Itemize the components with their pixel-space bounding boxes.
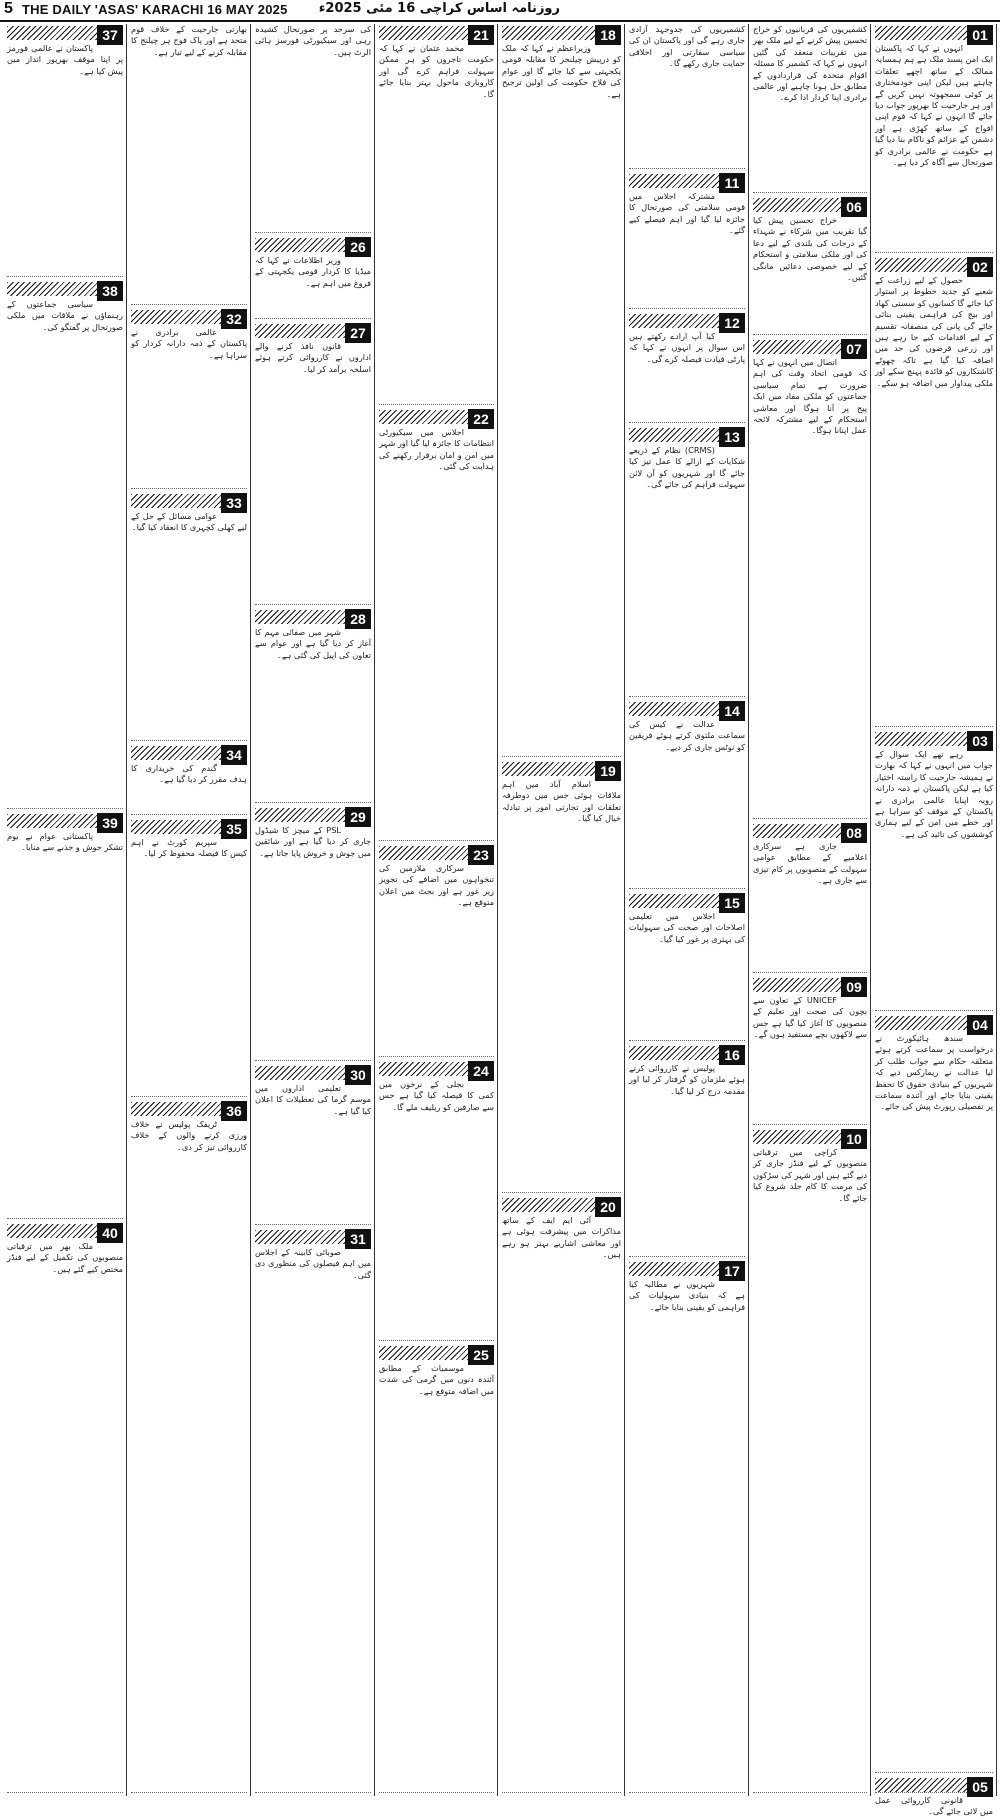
story-text: سرکاری ملازمین کی تنخواہوں میں اضافے کی تجویز زیر غور ہے اور بجٹ میں اعلان متوقع ہے۔ (379, 863, 494, 908)
story-text: کشمیریوں کی قربانیوں کو خراج تحسین پیش کرنے کے لیے ملک بھر میں تقریبات منعقد کی گئیں انہوں نے کہا کہ کشمیر کا مسئلہ اقوام متحدہ کی قراردادوں کے مطابق حل ہونا چاہیے اور عالمی برادری اپنا کردار ادا کرے۔ (753, 24, 867, 103)
news-story (7, 812, 123, 1219)
story-number-badge: 33 (221, 493, 247, 513)
story-number-badge: 10 (841, 1129, 867, 1149)
news-story (255, 1228, 371, 1793)
news-story (629, 1044, 745, 1257)
news-story (379, 408, 494, 841)
story-text: سیاسی جماعتوں کے رہنماؤں نے ملاقات میں ملکی صورتحال پر گفتگو کی۔ (7, 299, 123, 332)
news-story (629, 24, 745, 169)
story-number-badge: 23 (468, 845, 494, 865)
story-text: UNICEF کے تعاون سے بچوں کی صحت اور تعلیم کے منصوبوں کا آغاز کیا گیا ہے جس سے لاکھوں بچے مستفید ہوں گے۔ (753, 995, 867, 1040)
story-number-badge: 03 (967, 731, 993, 751)
story-text: عوامی مسائل کے حل کے لیے کھلی کچہری کا انعقاد کیا گیا۔ (131, 511, 247, 533)
story-text: اجلاس میں سیکیورٹی انتظامات کا جائزہ لیا گیا اور شہر میں امن و امان برقرار رکھنے کی ہدایت کی گئی۔ (379, 427, 494, 472)
news-story (379, 24, 494, 405)
story-text: بھارتی جارحیت کے خلاف قوم متحد ہے اور پاک فوج ہر چیلنج کا مقابلہ کرنے کے لیے تیار ہے۔ (131, 24, 247, 57)
story-number-badge: 18 (595, 25, 621, 45)
story-text: موسمیات کے مطابق آئندہ دنوں میں گرمی کی شدت میں اضافہ متوقع ہے۔ (379, 1363, 494, 1396)
story-text: صوبائی کابینہ کے اجلاس میں اہم فیصلوں کی منظوری دی گئی۔ (255, 1247, 371, 1280)
story-number-badge: 34 (221, 745, 247, 765)
news-story (875, 256, 993, 727)
news-story (629, 892, 745, 1041)
story-number-badge: 30 (345, 1065, 371, 1085)
news-story (379, 1344, 494, 1793)
story-number-badge: 20 (595, 1197, 621, 1217)
story-text: کیا آپ ارادے رکھتے ہیں اس سوال پر انہوں نے کہا کہ پارٹی قیادت فیصلہ کرے گی۔ (629, 331, 745, 364)
story-number-badge: 09 (841, 977, 867, 997)
story-text: ٹریفک پولیس نے خلاف ورزی کرنے والوں کے خلاف کارروائی تیز کر دی۔ (131, 1119, 247, 1152)
news-story (502, 760, 621, 1193)
news-column (4, 24, 127, 1796)
story-number-badge: 24 (468, 1061, 494, 1081)
news-story (255, 806, 371, 1061)
news-story (131, 308, 247, 489)
news-story (753, 976, 867, 1125)
story-text: بجلی کے نرخوں میں کمی کا فیصلہ کیا گیا ہے جس سے صارفین کو ریلیف ملے گا۔ (379, 1079, 494, 1112)
story-text: رہے تھے ایک سوال کے جواب میں انہوں نے کہا کہ بھارت نے ہمیشہ جارحیت کا راستہ اختیار کیا ہے لیکن پاکستان نے ذمہ دارانہ رویہ اپنایا عالمی برادری نے پاکستان کے موقف کو سراہا ہے اور خطے میں امن کے لیے ہماری کوششوں کی تائید کی ہے۔ (875, 749, 993, 839)
story-text: انہوں نے کہا کہ پاکستان ایک امن پسند ملک ہے ہم ہمسایہ ممالک کے ساتھ اچھے تعلقات چاہتے ہیں لیکن اپنی خودمختاری پر کوئی سمجھوتہ نہیں کریں گے اور ہر جارحیت کا بھرپور جواب دیا جائے گا انہوں نے کہا کہ قوم اپنی افواج کے ساتھ کھڑی ہے اور دشمن کے عزائم کو ناکام بنا دیا گیا ہے حکومت نے عالمی برادری کو صورتحال سے آگاہ کر دیا ہے۔ (875, 43, 993, 168)
story-number-badge: 13 (719, 427, 745, 447)
story-text: سندھ ہائیکورٹ نے درخواست پر سماعت کرتے ہوئے متعلقہ حکام سے جواب طلب کر لیا عدالت نے ریمارکس دیے کہ شہریوں کے بنیادی حقوق کا تحفظ یقینی بنایا جائے اور آئندہ سماعت پر تفصیلی رپورٹ پیش کی جائے۔ (875, 1033, 993, 1112)
news-story (7, 280, 123, 809)
news-story (629, 312, 745, 423)
story-number-badge: 29 (345, 807, 371, 827)
news-story (255, 608, 371, 803)
story-number-badge: 16 (719, 1045, 745, 1065)
news-story (502, 1196, 621, 1793)
news-story (629, 1260, 745, 1793)
news-story (7, 1222, 123, 1793)
story-text: اجلاس میں تعلیمی اصلاحات اور صحت کی سہولیات کی بہتری پر غور کیا گیا۔ (629, 911, 745, 944)
paper-title: THE DAILY 'ASAS' KARACHI 16 MAY 2025 (22, 2, 288, 17)
story-text: شہریوں نے مطالبہ کیا ہے کہ بنیادی سہولیات کی فراہمی کو یقینی بنایا جائے۔ (629, 1279, 745, 1312)
story-number-badge: 21 (468, 25, 494, 45)
story-text: آئی ایم ایف کے ساتھ مذاکرات میں پیشرفت ہوئی ہے اور معاشی اشاریے بہتر ہو رہے ہیں۔ (502, 1215, 621, 1260)
urdu-title: روزنامہ اساس کراچی 16 مئی 2025ء (318, 1, 560, 16)
story-text: پولیس نے کارروائی کرتے ہوئے ملزمان کو گرفتار کر لیا اور مقدمہ درج کر لیا گیا۔ (629, 1063, 745, 1096)
story-number-badge: 14 (719, 701, 745, 721)
story-number-badge: 31 (345, 1229, 371, 1249)
story-number-badge: 02 (967, 257, 993, 277)
story-text: تعلیمی اداروں میں موسم گرما کی تعطیلات کا اعلان کیا گیا ہے۔ (255, 1083, 371, 1116)
story-text: خراج تحسین پیش کیا گیا تقریب میں شرکاء نے شہداء کے درجات کی بلندی کے لیے دعا کی اور ملکی سلامتی و استحکام کے لیے خصوصی دعائیں مانگی گئیں۔ (753, 215, 867, 283)
news-story (131, 492, 247, 741)
news-column (626, 24, 749, 1796)
story-text: (CRMS) نظام کے ذریعے شکایات کے ازالے کا عمل تیز کیا جائے گا اور شہریوں کو آن لائن سہولت فراہم کی جائے گی۔ (629, 445, 745, 490)
masthead (0, 0, 1000, 22)
news-story (875, 730, 993, 1011)
news-story (255, 236, 371, 319)
story-number-badge: 28 (345, 609, 371, 629)
news-column (128, 24, 251, 1796)
news-column (252, 24, 375, 1796)
news-story (379, 1060, 494, 1341)
story-text: کشمیریوں کی جدوجہد آزادی جاری رہے گی اور پاکستان ان کی سیاسی سفارتی اور اخلاقی حمایت جاری رکھے گا۔ (629, 24, 745, 69)
story-text: پاکستانی عوام نے یوم تشکر جوش و جذبے سے منایا۔ (7, 831, 123, 853)
story-number-badge: 17 (719, 1261, 745, 1281)
story-text: عالمی برادری نے پاکستان کے ذمہ دارانہ کردار کو سراہا ہے۔ (131, 327, 247, 360)
story-number-badge: 26 (345, 237, 371, 257)
story-text: محمد عثمان نے کہا کہ حکومت تاجروں کو ہر ممکن سہولت فراہم کرے گی اور کاروباری ماحول بہتر بنایا جائے گا۔ (379, 43, 494, 99)
story-number-badge: 32 (221, 309, 247, 329)
story-text: کی سرحد پر صورتحال کشیدہ رہی اور سیکیورٹی فورسز ہائی الرٹ ہیں۔ (255, 24, 371, 57)
story-number-badge: 27 (345, 323, 371, 343)
news-column (872, 24, 997, 1817)
newspaper-page (4, 24, 996, 1817)
story-text: پاکستان نے عالمی فورمز پر اپنا موقف بھرپور انداز میں پیش کیا ہے۔ (7, 43, 123, 76)
story-text: وزیراعظم نے کہا کہ ملک کو درپیش چیلنجز کا مقابلہ قومی یکجہتی سے کیا جائے گا اور عوام کی فلاح حکومت کی اولین ترجیح ہے۔ (502, 43, 621, 99)
story-number-badge: 38 (97, 281, 123, 301)
story-text: گندم کی خریداری کا ہدف مقرر کر دیا گیا ہے۔ (131, 763, 247, 785)
news-story (753, 196, 867, 335)
story-number-badge: 07 (841, 339, 867, 359)
news-story (255, 24, 371, 233)
story-text: جاری ہے سرکاری اعلامیے کے مطابق عوامی سہولت کے منصوبوں پر کام تیزی سے جاری ہے۔ (753, 841, 867, 886)
news-story (629, 700, 745, 889)
news-story (131, 744, 247, 815)
story-number-badge: 04 (967, 1015, 993, 1035)
story-number-badge: 36 (221, 1101, 247, 1121)
story-number-badge: 40 (97, 1223, 123, 1243)
news-column (499, 24, 625, 1796)
story-number-badge: 08 (841, 823, 867, 843)
story-text: عدالت نے کیس کی سماعت ملتوی کرتے ہوئے فریقین کو نوٹس جاری کر دیے۔ (629, 719, 745, 752)
story-text: ملک بھر میں ترقیاتی منصوبوں کی تکمیل کے لیے فنڈز مختص کیے گئے ہیں۔ (7, 1241, 123, 1274)
news-story (379, 844, 494, 1057)
story-text: اسلام آباد میں اہم ملاقات ہوئی جس میں دوطرفہ تعلقات اور تجارتی امور پر تبادلہ خیال کیا گیا۔ (502, 779, 621, 824)
story-text: مشترکہ اجلاس میں قومی سلامتی کی صورتحال کا جائزہ لیا گیا اور اہم فیصلے کیے گئے۔ (629, 191, 745, 236)
news-story (131, 24, 247, 305)
news-story (7, 24, 123, 277)
story-text: قانون نافذ کرنے والے اداروں نے کارروائی کرتے ہوئے اسلحہ برآمد کر لیا۔ (255, 341, 371, 374)
story-number-badge: 05 (967, 1777, 993, 1797)
story-text: وزیر اطلاعات نے کہا کہ میڈیا کا کردار قومی یکجہتی کے فروغ میں اہم ہے۔ (255, 255, 371, 288)
page-number: 5 (4, 0, 13, 17)
story-text: سپریم کورٹ نے اہم کیس کا فیصلہ محفوظ کر لیا۔ (131, 837, 247, 859)
news-story (255, 322, 371, 605)
news-story (502, 24, 621, 757)
news-story (875, 1776, 993, 1817)
story-number-badge: 39 (97, 813, 123, 833)
story-text: حصول کے لیے زراعت کے شعبے کو جدید خطوط پر استوار کیا جائے گا کسانوں کو سستی کھاد اور بیج کی فراہمی یقینی بنائی جائے گی پانی کی منصفانہ تقسیم کے لیے اقدامات کیے جا رہے ہیں اور زرعی قرضوں کی حد میں اضافہ کیا گیا ہے تاکہ چھوٹے کاشتکاروں کو فائدہ پہنچ سکے اور ملکی پیداوار میں اضافہ ہو سکے۔ (875, 275, 993, 388)
news-story (131, 818, 247, 1097)
story-number-badge: 35 (221, 819, 247, 839)
story-number-badge: 12 (719, 313, 745, 333)
story-number-badge: 22 (468, 409, 494, 429)
news-story (629, 426, 745, 697)
story-number-badge: 25 (468, 1345, 494, 1365)
story-number-badge: 11 (719, 173, 745, 193)
news-story (875, 24, 993, 253)
news-story (629, 172, 745, 309)
story-text: شہر میں صفائی مہم کا آغاز کر دیا گیا ہے اور عوام سے تعاون کی اپیل کی گئی ہے۔ (255, 627, 371, 660)
news-story (131, 1100, 247, 1793)
news-column (750, 24, 871, 1796)
news-story (255, 1064, 371, 1225)
news-story (753, 822, 867, 973)
news-story (753, 338, 867, 819)
news-column (376, 24, 498, 1796)
story-number-badge: 06 (841, 197, 867, 217)
news-story (875, 1014, 993, 1773)
story-text: قانونی کارروائی عمل میں لائی جائے گی۔ (875, 1795, 993, 1817)
story-number-badge: 01 (967, 25, 993, 45)
story-number-badge: 37 (97, 25, 123, 45)
story-number-badge: 15 (719, 893, 745, 913)
story-number-badge: 19 (595, 761, 621, 781)
story-text: کراچی میں ترقیاتی منصوبوں کے لیے فنڈز جاری کر دیے گئے ہیں اور شہر کی سڑکوں کی مرمت کا کام جلد شروع کیا جائے گا۔ (753, 1147, 867, 1203)
news-story (753, 1128, 867, 1793)
story-text: اتصال میں انہوں نے کہا کہ قومی اتحاد وقت کی اہم ضرورت ہے تمام سیاسی جماعتوں کو ملکی مفاد میں ایک پیج پر آنا ہوگا اور معاشی استحکام کے لیے مشترکہ لائحہ عمل اپنانا ہوگا۔ (753, 357, 867, 436)
story-text: PSL کے میچز کا شیڈول جاری کر دیا گیا ہے اور شائقین میں جوش و خروش پایا جاتا ہے۔ (255, 825, 371, 858)
news-story (753, 24, 867, 193)
